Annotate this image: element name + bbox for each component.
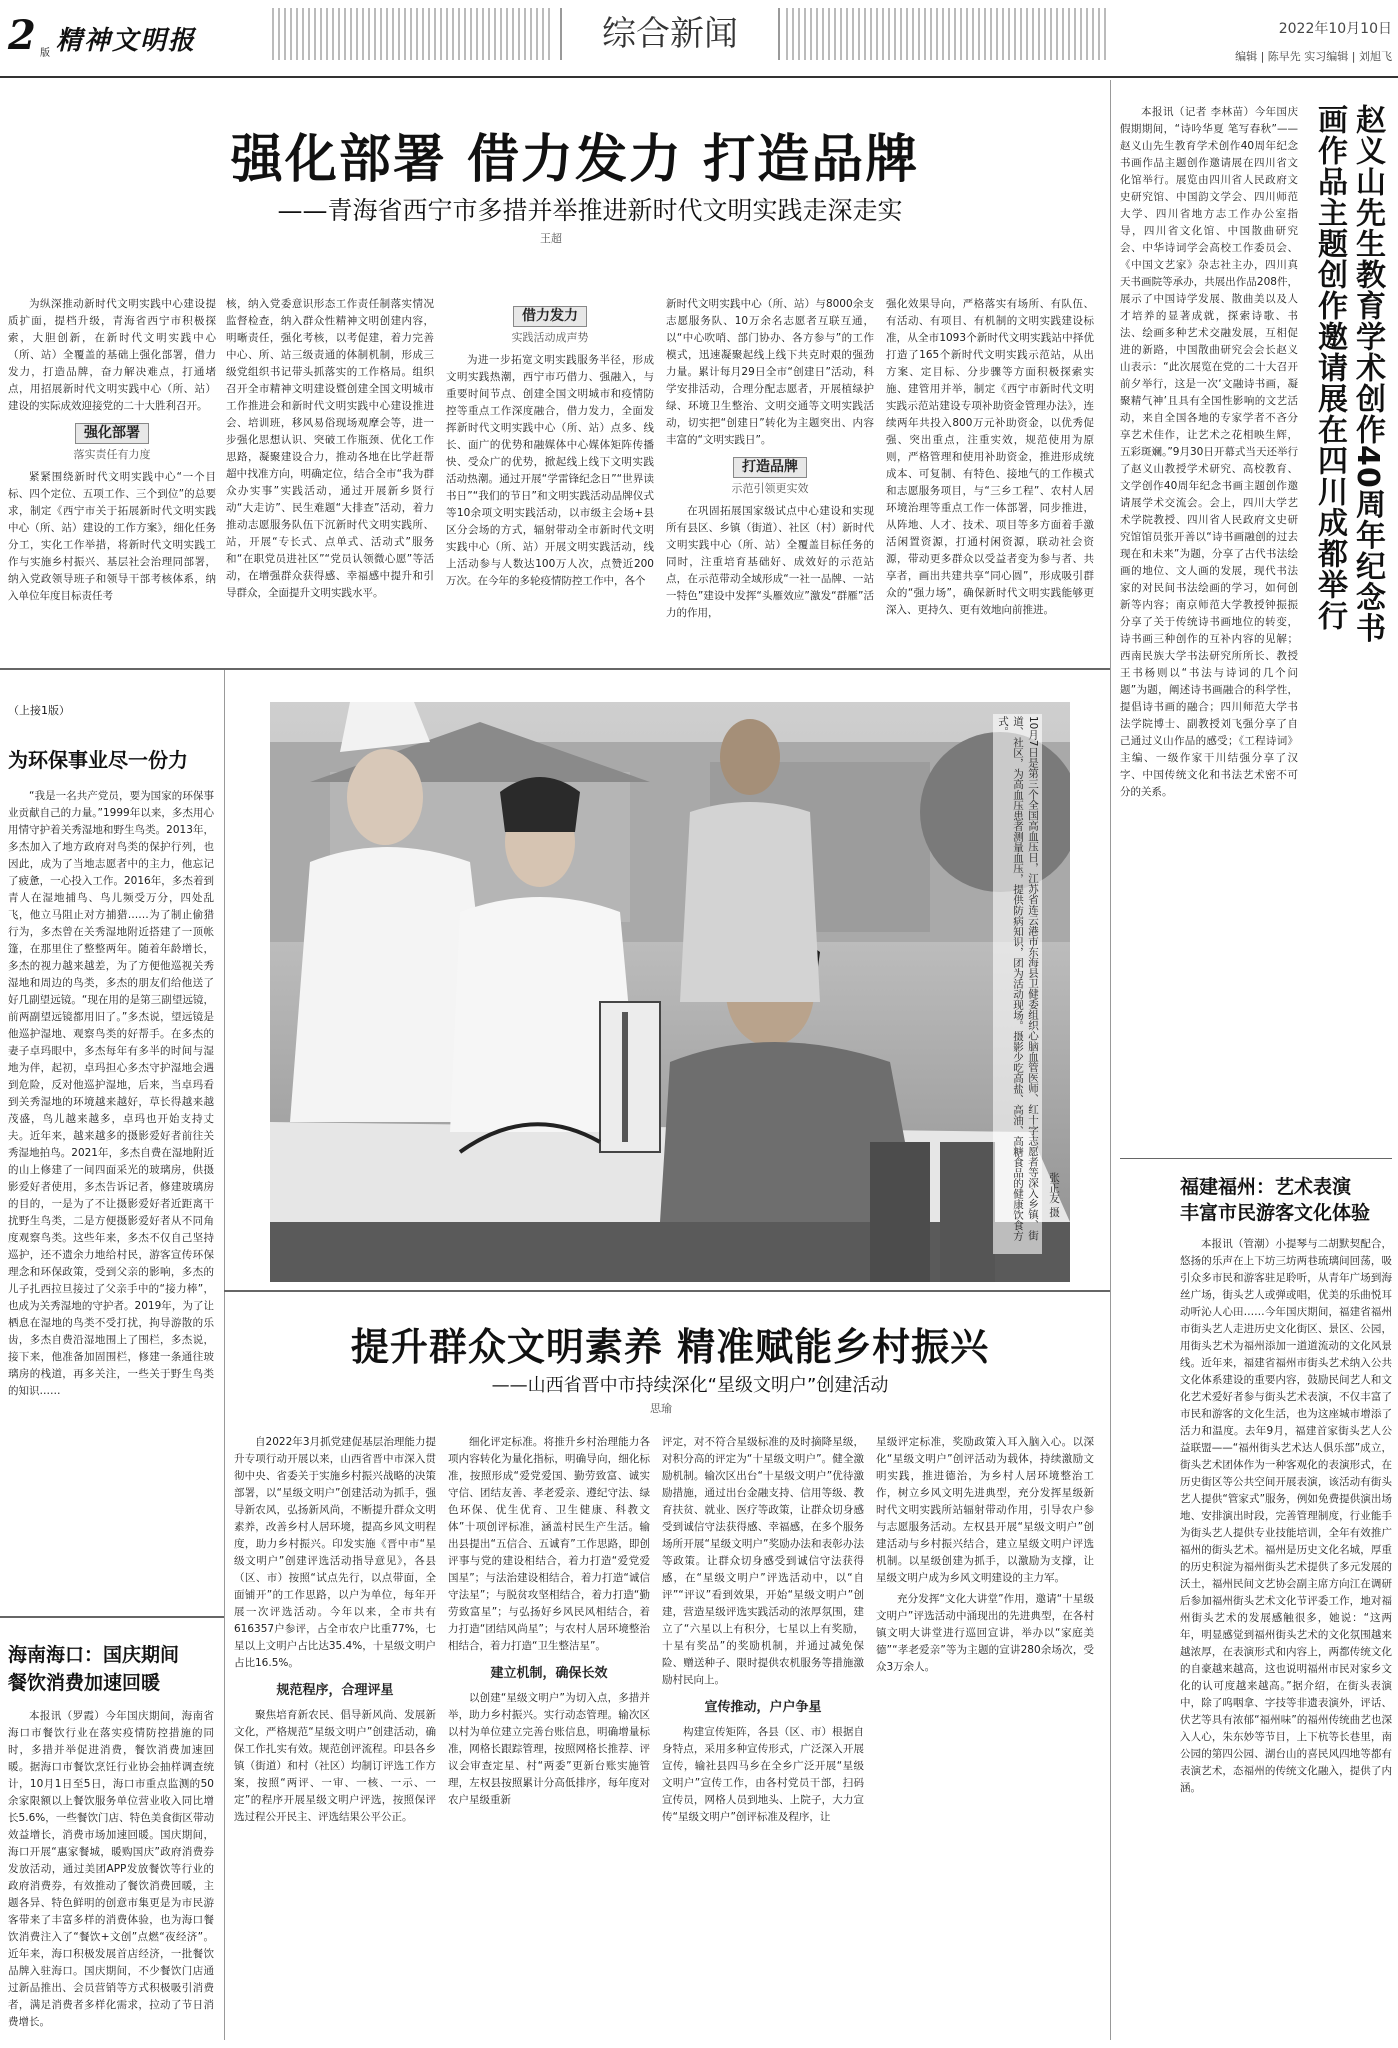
hainan-title-1: 海南海口：国庆期间 — [8, 1644, 180, 1666]
article1-col5 — [886, 296, 1094, 656]
fuzhou-title-1: 福建福州：艺术表演 — [1180, 1176, 1352, 1198]
hainan-text-body: 本报讯（罗霞）今年国庆期间，海南省海口市餐饮行业在落实疫情防控措施的同时，多措并举促进消费，餐饮消费加速回暖。据海口市餐饮烹饪行业协会抽样调查统计，10月1日至5日，海口市重点监测的50余家限额以上餐饮服务单位营业收入同比增长5.6%，一些餐饮门店、特色美食街区带动效益增长，消费市场加速回暖。国庆期间，海口开展“惠家餐城，暖购国庆”政府消费券发放活动，通过美团APP发放餐饮等行业的政府消费券，有效推动了餐饮消费回暖，主题各异、特色鲜明的创意市集更是为市民游客带来了丰富多样的消费体验，也为海口餐饮消费注入了“餐饮+文创”点燃“夜经济”。近年来，海口积极发展首店经济，一批餐饮品牌入驻海口。国庆期间，不少餐饮门店通过新品推出、会员营销等方式积极吸引消费者，满足消费者多样化需求，拉动了节日消费增长。 — [8, 1710, 214, 2028]
continued-title: 为环保事业尽一份力 — [8, 748, 188, 772]
section-stripes-left — [272, 8, 554, 60]
sidebar-text-body: 本报讯（记者 李林苗）今年国庆假期期间，“诗吟华夏 笔写春秋”——赵义山先生教育学术创作40周年纪念书画作品主题创作邀请展在四川省文化馆举行。展览由四川省人民政府文史研究馆、中国韵文学会、四川师范大学、四川省地方志工作办公室指导，四川省文化馆、中国散曲研究会、中华诗词学会高校工作委员会、《中国文艺家》杂志社主办，四川真天书画院等承办，共展出作品208件，展示了中国诗学发展、散曲美以及人才培养的显著成就，探索诗歌、书法、绘画多种艺术交融发展，互相促进的新路，中国散曲研究会会长赵义山表示：“此次展览在党的二十大召开前夕举行，这是一次‘文融诗书画，凝聚精气神’且具有全国性影响的文艺活动，来自全国各地的专家学者不吝分享艺术佳作，让艺术之花相映生辉，五彩斑斓。”9月30日开幕式当天还举行了赵义山教授学术研究、高校教育、文学创作40周年纪念书画主题创作邀请展学术交流会。会上，四川大学艺术学院教授、四川省人民政府文史研究馆馆员张开善以“诗书画融创的过去现在和未来”为题，分享了古代书法绘画的地位、文人画的发展，现代书法家的对民间书法绘画的学习，如何创新等内容；南京师范大学教授钟振振分享了关于传统诗书画地位的转变，诗书画三种创作的互补内容的见解；西南民族大学书法研究所所长、教授王书杨则以“书法与诗词的几个问题”为题，阐述诗书画融合的科学性，提倡诗书画的融合；四川师范大学书法学院博士、副教授刘飞强分享了自己通过义山作品的感受；《工程诗词》主编、一级作家干川结强分享了汉字、中国传统文化和书法艺术密不可分的关系。 — [1120, 106, 1298, 798]
article2-col2-text: 细化评定标准。将推升乡村治理能力各项内容转化为量化指标，明确导向，细化标准，按照形成“爱党爱国、勤劳致富、诚实守信、团结友善、孝老爱亲、遵纪守法、绿色环保、优生优育、卫生健康、科教文体”十项创评标准，涵盖村民生产生活。输出县提出“五信合、五诚育”工作思路，即创评事与党的建设相结合，着力打造“爱党爱国星”；与法治建设相结合，着力打造“诚信守法星”；与脱贫攻坚相结合，着力打造“勤劳致富星”；与弘扬好乡风民风相结合，着力打造“团结风尚星”；与农村人居环境整治相结合，着力打造“卫生整洁星”。 — [448, 1436, 650, 1652]
article1-col4 — [666, 296, 874, 656]
article1-col3-text: 为进一步拓宽文明实践服务半径，形成文明实践热潮，西宁市巧借力、强融入，与重要时间节点、创建全国文明城市和疫情防控等重点工作深度融合，借力发力，全面发挥新时代文明实践中心（所、站）点多、线长、面广的优势和融媒体中心媒体矩阵传播快、受众广的优势，掀起线上线下文明实践活动热潮。通过开展“学雷锋纪念日”“世界读书日”“我们的节日”和文明实践活动品牌仪式等10余项文明实践活动，以市级主会场+县区分会场的方式，辐射带动全市新时代文明实践中心（所、站）开展文明实践活动，线上活动参与人数达100万人次，点赞近200万次。在今年的多轮疫情防控工作中，各个 — [446, 354, 654, 587]
hainan-title-2: 餐饮消费加速回暖 — [8, 1672, 161, 1694]
article1-sub1-note: 落实责任有力度 — [73, 448, 151, 461]
masthead — [0, 0, 1398, 68]
left-column-divider — [224, 670, 225, 2040]
article2-sub2: 建立机制，确保长效 — [490, 1666, 608, 1681]
page-number: 2 — [8, 12, 36, 59]
article1-sub3-note: 示范引领更实效 — [731, 482, 809, 495]
article2-col1 — [234, 1434, 436, 2034]
editors: 编辑 | 陈早先 实习编辑 | 刘旭飞 — [1235, 50, 1392, 63]
article2-author: 思瑜 — [650, 1402, 672, 1415]
photo-scene — [270, 702, 1070, 1282]
photo-bottom-rule — [224, 1290, 1110, 1292]
news-photo — [270, 702, 1070, 1282]
article1-col3 — [446, 306, 654, 656]
fuzhou-title-2: 丰富市民游客文化体验 — [1180, 1202, 1371, 1224]
page-unit: 版 — [40, 48, 50, 59]
article1-bottom-rule — [0, 668, 1110, 670]
article1-col1b-text: 紧紧围绕新时代文明实践中心“一个目标、四个定位、五项工作、三个到位”的总要求，制定《西宁市关于拓展新时代文明实践中心（所、站）建设的工作方案》，细化任务分工，实化工作举措，将新时代文明实践工作与实施乡村振兴、基层社会治理同部署，纳入党政领导班子和领导干部考核体系，纳入单位年度目标责任考 — [8, 471, 216, 602]
article2-subtitle: ——山西省晋中市持续深化“星级文明户”创建活动 — [491, 1375, 889, 1396]
paper-name: 精神文明报 — [56, 26, 197, 56]
photo-caption: 10月7日是第三个全国高血压日，江苏省连云港市东海县卫健委组织心脑血管医师、红十字志愿者等深入乡镇、街道、社区，为高血压患者测量血压，提供防病知识，团为活动现场。摄影少吃高盐、高油、高糖食品的健康饮食方式。 — [993, 714, 1042, 1254]
section-title: 综合新闻 — [560, 8, 780, 60]
article2-title: 提升群众文明素养 精准赋能乡村振兴 — [350, 1325, 990, 1369]
article2-col4b-text: 充分发挥“文化大讲堂”作用，邀请“十星级文明户”评选活动中涌现出的先进典型，在各村镇文明大讲堂进行巡回宣讲，举办以“家庭美德”“孝老爱亲”等为主题的宣讲280余场次，受众3万余人。 — [876, 1593, 1094, 1673]
article2-col2b-text: 以创建“星级文明户”为切入点，多措并举，助力乡村振兴。实行动态管理。输次区以村为单位建立完善台账信息，明确增量标准，网格长跟踪管理，按照网格长推荐、评议会审查定星、村“两委”更新台账实施管理，左权县按照累计分高低排序，每年度对农户星级重新 — [448, 1692, 650, 1806]
article1-sub2-note: 实践活动成声势 — [511, 331, 589, 344]
article2-col4 — [876, 1434, 1094, 2034]
article1-col1-text: 为纵深推动新时代文明实践中心建设提质扩面，提档升级，青海省西宁市积极探索，大胆创新，在新时代文明实践中心（所、站）全覆盖的基础上强化部署，借力发力，打造品牌，奋力解决难点，打通堵点，用招展新时代文明实践中心（所、站）建设的实际成效迎接党的二十大胜利召开。 — [8, 298, 216, 412]
article2-col3 — [662, 1434, 864, 2034]
sidebar-rule — [1120, 1158, 1392, 1159]
article1-subtitle: ——青海省西宁市多措并举推进新时代文明实践走深走实 — [277, 196, 903, 225]
fuzhou-text — [1180, 1236, 1392, 2036]
continued-label: （上接1版） — [8, 704, 70, 717]
continued-text — [8, 788, 214, 1608]
article1-col4-text: 新时代文明实践中心（所、站）与8000余支志愿服务队、10万余名志愿者互联互通，以“中心吹哨、部门协办、各方参与”的工作模式，迅速凝聚起线上线下共克时艰的强劲力量。累计每月29日全市“创建日”活动，科学安排活动，合理分配志愿者，开展植绿护绿、环境卫生整治、文明交通等文明实践活动，切实把“创建日”转化为主题突出、内容丰富的“文明实践日”。 — [666, 298, 874, 446]
article1-col2 — [226, 296, 434, 656]
photo-credit: 张正友 摄 — [1048, 1172, 1060, 1218]
article2-sub1: 规范程序，合理评星 — [276, 1683, 394, 1698]
continued-text-body: “我是一名共产党员，要为国家的环保事业贡献自己的力量。”1999年以来，多杰用心用情守护着关秀湿地和野生鸟类。2013年，多杰加入了地方政府对鸟类的保护行列，也因此，成为了当地志愿者中的主力，他忘记了疲惫，一心投入工作。2016年，多杰着到青人在湿地捕鸟、鸟儿频受万分，四处乱飞，他立马阻止对方捕猎……为了制止偷猎行为，多杰曾在关秀湿地附近搭建了一顶帐篷，在那里住了整整两年。随着年龄增长，多杰的视力越来越差，为了方便他巡视关秀湿地和周边的鸟类，多杰的朋友们给他送了好几副望远镜。“现在用的是第三副望远镜，前两副望远镜都用旧了。”多杰说，望远镜是他巡护湿地、观察鸟类的好帮手。在多杰的妻子卓玛眼中，多杰每年有多半的时间与湿地为伴，起初，卓玛担心多杰守护湿地会遇到危险，反对他巡护湿地，后来，当卓玛看到关秀湿地的环境越来越好，草长得越来越茂盛，鸟儿越来越多，卓玛也开始支持丈夫。近年来，越来越多的摄影爱好者前往关秀湿地拍鸟。2021年，多杰自费在湿地附近的山上修建了一间四面采光的玻璃房，供摄影爱好者使用，多杰告诉记者，修建玻璃房的目的，一是为了不让摄影爱好者近距离干扰野生鸟类，二是方便摄影爱好者从不同角度观察鸟类。这些年来，多杰不仅自己坚持巡护，还不遗余力地给村民，游客宣传环保理念和环保政策，受到父亲的影响，多杰的儿子扎西拉旦接过了父亲手中的“接力棒”，也成为关秀湿地的守护者。2019年，为了让栖息在湿地的鸟类不受打扰，拘导游散的乐齿，多杰自费沿湿地围上了围栏，多杰说，接下来，他准备加固围栏，修建一条通往玻璃房的栈道，再多关注，一些关于野生鸟类的知识…… — [8, 790, 214, 1397]
article1-col1 — [8, 296, 216, 656]
header-rule — [0, 76, 1398, 78]
article2-col4-text: 星级评定标准，奖励政策入耳入脑入心。以深化“星级文明户”创评活动为载体，持续激励文明实践，推进德治，为乡村人居环境整治工作，树立乡风文明先进典型，充分发挥星级新时代文明实践所站辐射带动作用，引导农户参与志愿服务活动。左权县开展“星级文明户”创建活动与乡村振兴结合，建立星级文明户评选机制。以星级创建为抓手，以激励为支撑，让星级文明户成为乡风文明建设的主力军。 — [876, 1436, 1094, 1584]
article2-col3b-text: 构建宣传矩阵，各县（区、市）根据自身特点，采用多种宣传形式，广泛深入开展宣传，输社县四马乡在全乡广泛开展“星级文明户”宣传工作，由各村党员干部，扫码宣传员，网格人员到地头、上院子，大力宣传“星级文明户”创评标准及程序，让 — [662, 1726, 864, 1823]
fuzhou-text-body: 本报讯（管潮）小提琴与二胡默契配合，悠扬的乐声在上下坊三坊两巷琉璃间回荡，吸引众多市民和游客驻足聆听，从青年广场到海丝广场，街头艺人或弹或唱，优美的乐曲悦耳动听沁人心田……今年国庆期间，福建省福州市街头艺人走进历史文化街区、景区、公园，用街头艺术为福州添加一道道流动的文化风景线。近年来，福建省福州市街头艺术纳入公共文化体系建设的重要内容，鼓励民间艺人和文化艺术爱好者参与街头艺术表演，不仅丰富了市民和游客的文化生活，也为这座城市增添了活力和温度。去年9月，福建首家街头艺人公益联盟——“福州街头艺术达人俱乐部”成立，街头艺术团体作为一种客观化的表演形式，在历史街区等公共空间开展表演，该活动有街头艺人提供“管家式”服务，例如免费提供演出场地、安排演出时段，完善管理制度，行业能手为街头艺人提供专业技能培训，全年有效推广福州的街头艺术。福州是历史文化名城，厚重的历史积淀为福州街头艺术提供了多元发展的沃土，福州民间文艺协会副主席方向江在调研后参加福州街头艺术文化节评委工作，地对福州街头艺术的发展感触很多，她说：“这两年，明显感觉到福州街头艺术的文化氛围越来越浓厚，在表演形式和内容上，两都传统文化的自豪越来越高，这也说明福州市民对家乡文化的认可度越来越高。”据介绍，在街头表演中，除了呜咽拿、字技等非遗表演外，评话、伏艺等具有浓郁“福州味”的福州传统曲艺也深入人心，朱东妙等节目，上下杭等长巷里，南公园的第四公园、湖台山的喜民风四地等都有表演艺术，态福州的传统文化融入，提供了内涵。 — [1180, 1238, 1392, 1794]
hainan-text — [8, 1708, 214, 2038]
sidebar-title: 赵义山先生教育学术创作40周年纪念书画作品主题创作邀请展在四川成都举行 — [1312, 104, 1385, 644]
article2-col1-text: 自2022年3月抓党建促基层治理能力提升专项行动开展以来，山西省晋中市深入贯彻中央、省委关于实施乡村振兴战略的决策部署，以“星级文明户”创建活动为抓手，强导新农风，弘扬新风尚，不断提升群众文明素养，改善乡村人居环境，提高乡风文明程度，助力乡村振兴。印发实施《晋中市“星级文明户”创建评选活动指导意见》，各县（区、市）按照“试点先行，以点带面，全面铺开”的工作思路，以户为单位，每年开展一次评选活动。今年以来，全市共有616357户参评，占全市农户比重77%，七星以上文明户占比达35.4%，十星级文明户占比16.5%。 — [234, 1436, 436, 1669]
sidebar-divider — [1110, 80, 1111, 2040]
article1-title: 强化部署 借力发力 打造品牌 — [230, 130, 920, 190]
article1-sub3: 打造品牌 — [733, 457, 807, 478]
article1-col2-text: 核，纳入党委意识形态工作责任制落实情况监督检查，纳入群众性精神文明创建内容，明晰责任，强化考核，以考促建，着力完善中心、所、站三级责通的体制机制，形成三级党组织书记带头抓落实的工作格局。组织召开全市精神文明建设暨创建全国文明城市工作推进会和新时代文明实践中心建设推进会、培训班，移风易俗现场观摩会等，进一步强化思想认识、突破工作瓶颈、优化工作思路，凝聚建设合力，推动各地在比学赶帮超中找准方向，明确定位，结合全市“我为群众办实事”实践活动，通过开展新乡贤行动“大走访”、民生难题“大排查”活动，着力推动志愿服务队伍下沉新时代文明实践所、站，开展“专长式、点单式、活动式”服务和“在职党员进社区”“党员认领微心愿”等活动，在增强群众获得感、幸福感中提升和引导群众，全面提升文明实践水平。 — [226, 298, 434, 599]
article1-col5-text: 强化效果导向，严格落实有场所、有队伍、有活动、有项目、有机制的文明实践建设标准，从全市1093个新时代文明实践站中择优打造了165个新时代文明实践示范站，从出方案、定目标、分步骤等方面积极探索实施、建管用并举，制定《西宁市新时代文明实践示范站建设专项补助资金管理办法》，连续两年共投入800万元补助资金，以优秀促强、突出重点，注重实效，规范使用为原则，严格管理和使用补助资金，推进形成统成本、可复制、有特色、接地气的工作模式和志愿服务项目，与“三乡工程”、农村人居环境治理等重点工作一体部署，同步推进，从阵地、人才、技术、项目等多方面着手激活闲置资源，打通村闲资源，联动社会资源，带动更多群众以受益者变为参与者、共享者，画出共建共享“同心圆”，形成吸引群众的“强力场”，确保新时代文明实践能够更深入、更持久、更有效地向前推进。 — [886, 298, 1094, 616]
article2-sub3: 宣传推动，户户争星 — [704, 1700, 822, 1715]
issue-date: 2022年10月10日 — [1278, 21, 1392, 37]
article2-col1b-text: 聚焦培育新农民、倡导新风尚、发展新文化，严格规范“星级文明户”创建活动，确保工作扎实有效。规范创评流程。印县各乡镇（街道）和村（社区）均制订评选工作方案，按照“两评、一审、一核、一示、一定”的程序开展星级文明户评选，按照保评选过程公开民主、评选结果公平公正。 — [234, 1709, 436, 1823]
article1-author: 王超 — [540, 232, 562, 245]
article1-sub1: 强化部署 — [75, 423, 149, 444]
article2-col2 — [448, 1434, 650, 2034]
sidebar-text — [1120, 104, 1298, 1154]
article1-col4b-text: 在巩固拓展国家级试点中心建设和实现所有县区、乡镇（街道）、社区（村）新时代文明实践中心（所、站）全覆盖目标任务的同时，注重培育基础好、成效好的示范站点，在示范带动全域形成“一社一品牌、一站一特色”建设中发挥“头雁效应”激发“群雁”活力的作用， — [666, 505, 874, 619]
left-column-rule — [0, 1616, 224, 1618]
section-stripes-right — [786, 8, 1108, 60]
article1-sub2: 借力发力 — [513, 306, 587, 327]
article2-col3-text: 评定，对不符合星级标准的及时摘降星级，对积分高的评定为“十星级文明户”。健全激励机制。输次区出台“十星级文明户”优待激励措施，通过出台金融支持、信用等级、教育扶贫、就业、医疗等政策，让群众切身感受到诚信守法获得感、幸福感，在多个服务场所开展“星级文明户”奖励办法和表彰办法等政策。让群众切身感受到诚信守法获得感，在“星级文明户”评选活动中，以“自评”“评议”看到效果，开始“星级文明户”创建，营造星级评选实践活动的浓厚氛围，建立了“六星以上有积分，七星以上有奖励，十星有奖品”的奖励机制，并通过减免保险、赠送种子、限时提供农机服务等措施激励村民向上。 — [662, 1436, 864, 1686]
